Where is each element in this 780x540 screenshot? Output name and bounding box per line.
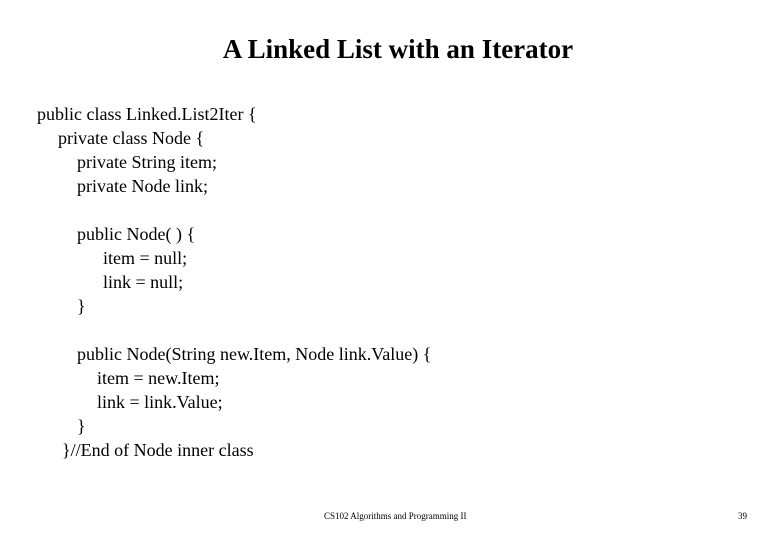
code-line: public class Linked.List2Iter { <box>37 104 257 124</box>
code-line: private Node link; <box>77 176 208 196</box>
code-line: private class Node { <box>58 128 205 148</box>
footer-course-title: CS102 Algorithms and Programming II <box>324 511 467 521</box>
code-line: } <box>77 296 86 316</box>
code-line: link = null; <box>103 272 184 292</box>
code-line: link = link.Value; <box>97 392 223 412</box>
code-line: public Node( ) { <box>77 224 196 244</box>
code-line: item = new.Item; <box>97 368 220 388</box>
code-line: }//End of Node inner class <box>62 440 254 460</box>
code-line: item = null; <box>103 248 188 268</box>
code-line: public Node(String new.Item, Node link.Value) { <box>77 344 432 364</box>
slide-title: A Linked List with an Iterator <box>222 34 574 64</box>
code-line: private String item; <box>77 152 217 172</box>
code-line: } <box>77 416 86 436</box>
footer-page-number: 39 <box>738 511 747 521</box>
